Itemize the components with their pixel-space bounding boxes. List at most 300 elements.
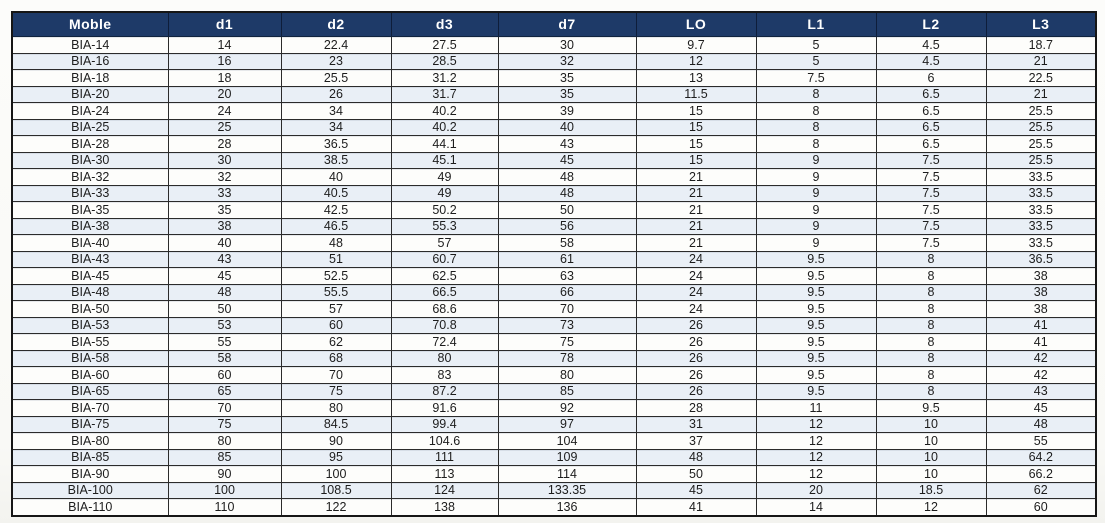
value-cell: 21 bbox=[986, 86, 1096, 103]
table-row bbox=[12, 202, 1096, 219]
value-cell: 24 bbox=[636, 284, 756, 301]
value-cell: 5 bbox=[756, 37, 876, 54]
value-cell: 49 bbox=[391, 185, 498, 202]
table-row bbox=[12, 499, 1096, 516]
value-cell: 6.5 bbox=[876, 86, 986, 103]
table-row bbox=[12, 350, 1096, 367]
value-cell: 9.5 bbox=[756, 334, 876, 351]
model-cell: BIA-53 bbox=[12, 317, 168, 334]
value-cell: 80 bbox=[168, 433, 281, 450]
value-cell: 75 bbox=[281, 383, 391, 400]
value-cell: 15 bbox=[636, 152, 756, 169]
value-cell: 9 bbox=[756, 185, 876, 202]
value-cell: 80 bbox=[391, 350, 498, 367]
value-cell: 64.2 bbox=[986, 449, 1096, 466]
table-row bbox=[12, 53, 1096, 70]
value-cell: 12 bbox=[876, 499, 986, 516]
value-cell: 25.5 bbox=[986, 136, 1096, 153]
value-cell: 57 bbox=[391, 235, 498, 252]
table-row bbox=[12, 367, 1096, 384]
value-cell: 45 bbox=[986, 400, 1096, 417]
value-cell: 55.3 bbox=[391, 218, 498, 235]
model-cell: BIA-85 bbox=[12, 449, 168, 466]
value-cell: 31.7 bbox=[391, 86, 498, 103]
column-header: L2 bbox=[876, 12, 986, 37]
value-cell: 10 bbox=[876, 433, 986, 450]
value-cell: 21 bbox=[636, 202, 756, 219]
value-cell: 25.5 bbox=[986, 119, 1096, 136]
value-cell: 58 bbox=[168, 350, 281, 367]
value-cell: 22.4 bbox=[281, 37, 391, 54]
value-cell: 21 bbox=[636, 185, 756, 202]
value-cell: 7.5 bbox=[876, 152, 986, 169]
value-cell: 34 bbox=[281, 119, 391, 136]
value-cell: 55.5 bbox=[281, 284, 391, 301]
model-cell: BIA-33 bbox=[12, 185, 168, 202]
value-cell: 33.5 bbox=[986, 235, 1096, 252]
value-cell: 60 bbox=[281, 317, 391, 334]
model-cell: BIA-25 bbox=[12, 119, 168, 136]
value-cell: 24 bbox=[636, 251, 756, 268]
value-cell: 45 bbox=[168, 268, 281, 285]
value-cell: 13 bbox=[636, 70, 756, 87]
value-cell: 45 bbox=[498, 152, 636, 169]
value-cell: 109 bbox=[498, 449, 636, 466]
value-cell: 14 bbox=[168, 37, 281, 54]
value-cell: 24 bbox=[636, 301, 756, 318]
value-cell: 38 bbox=[986, 301, 1096, 318]
table-row bbox=[12, 400, 1096, 417]
value-cell: 42 bbox=[986, 367, 1096, 384]
value-cell: 14 bbox=[756, 499, 876, 516]
value-cell: 33.5 bbox=[986, 218, 1096, 235]
model-cell: BIA-32 bbox=[12, 169, 168, 186]
value-cell: 80 bbox=[498, 367, 636, 384]
value-cell: 72.4 bbox=[391, 334, 498, 351]
table-row bbox=[12, 218, 1096, 235]
value-cell: 9.5 bbox=[756, 367, 876, 384]
model-cell: BIA-40 bbox=[12, 235, 168, 252]
table-row bbox=[12, 482, 1096, 499]
value-cell: 9 bbox=[756, 169, 876, 186]
value-cell: 48 bbox=[168, 284, 281, 301]
value-cell: 37 bbox=[636, 433, 756, 450]
model-cell: BIA-50 bbox=[12, 301, 168, 318]
model-cell: BIA-58 bbox=[12, 350, 168, 367]
column-header: d1 bbox=[168, 12, 281, 37]
value-cell: 97 bbox=[498, 416, 636, 433]
model-cell: BIA-28 bbox=[12, 136, 168, 153]
value-cell: 99.4 bbox=[391, 416, 498, 433]
value-cell: 90 bbox=[281, 433, 391, 450]
value-cell: 50 bbox=[168, 301, 281, 318]
table-row bbox=[12, 103, 1096, 120]
model-cell: BIA-20 bbox=[12, 86, 168, 103]
value-cell: 43 bbox=[498, 136, 636, 153]
value-cell: 9 bbox=[756, 235, 876, 252]
value-cell: 39 bbox=[498, 103, 636, 120]
model-cell: BIA-80 bbox=[12, 433, 168, 450]
value-cell: 10 bbox=[876, 416, 986, 433]
value-cell: 35 bbox=[498, 70, 636, 87]
table-row bbox=[12, 251, 1096, 268]
value-cell: 10 bbox=[876, 449, 986, 466]
value-cell: 95 bbox=[281, 449, 391, 466]
value-cell: 4.5 bbox=[876, 37, 986, 54]
value-cell: 56 bbox=[498, 218, 636, 235]
model-cell: BIA-38 bbox=[12, 218, 168, 235]
value-cell: 73 bbox=[498, 317, 636, 334]
value-cell: 50 bbox=[636, 466, 756, 483]
value-cell: 21 bbox=[986, 53, 1096, 70]
value-cell: 66 bbox=[498, 284, 636, 301]
value-cell: 15 bbox=[636, 103, 756, 120]
value-cell: 7.5 bbox=[876, 202, 986, 219]
value-cell: 38 bbox=[986, 268, 1096, 285]
value-cell: 136 bbox=[498, 499, 636, 516]
value-cell: 21 bbox=[636, 235, 756, 252]
value-cell: 108.5 bbox=[281, 482, 391, 499]
table-row bbox=[12, 235, 1096, 252]
model-cell: BIA-55 bbox=[12, 334, 168, 351]
value-cell: 50.2 bbox=[391, 202, 498, 219]
value-cell: 9.5 bbox=[756, 350, 876, 367]
value-cell: 9 bbox=[756, 202, 876, 219]
value-cell: 8 bbox=[876, 251, 986, 268]
value-cell: 57 bbox=[281, 301, 391, 318]
value-cell: 87.2 bbox=[391, 383, 498, 400]
value-cell: 38 bbox=[168, 218, 281, 235]
value-cell: 62.5 bbox=[391, 268, 498, 285]
value-cell: 58 bbox=[498, 235, 636, 252]
value-cell: 31 bbox=[636, 416, 756, 433]
value-cell: 20 bbox=[168, 86, 281, 103]
model-cell: BIA-70 bbox=[12, 400, 168, 417]
value-cell: 78 bbox=[498, 350, 636, 367]
value-cell: 8 bbox=[876, 301, 986, 318]
model-cell: BIA-24 bbox=[12, 103, 168, 120]
model-cell: BIA-43 bbox=[12, 251, 168, 268]
model-cell: BIA-110 bbox=[12, 499, 168, 516]
value-cell: 26 bbox=[281, 86, 391, 103]
value-cell: 16 bbox=[168, 53, 281, 70]
value-cell: 44.1 bbox=[391, 136, 498, 153]
value-cell: 32 bbox=[498, 53, 636, 70]
spec-table bbox=[11, 11, 1097, 517]
value-cell: 9.5 bbox=[756, 301, 876, 318]
value-cell: 18 bbox=[168, 70, 281, 87]
value-cell: 26 bbox=[636, 350, 756, 367]
model-cell: BIA-16 bbox=[12, 53, 168, 70]
value-cell: 100 bbox=[168, 482, 281, 499]
value-cell: 84.5 bbox=[281, 416, 391, 433]
table-row bbox=[12, 152, 1096, 169]
value-cell: 7.5 bbox=[756, 70, 876, 87]
value-cell: 24 bbox=[636, 268, 756, 285]
value-cell: 55 bbox=[986, 433, 1096, 450]
table-row bbox=[12, 334, 1096, 351]
value-cell: 30 bbox=[498, 37, 636, 54]
table-row bbox=[12, 449, 1096, 466]
value-cell: 48 bbox=[498, 185, 636, 202]
value-cell: 33.5 bbox=[986, 202, 1096, 219]
value-cell: 62 bbox=[986, 482, 1096, 499]
value-cell: 45.1 bbox=[391, 152, 498, 169]
value-cell: 91.6 bbox=[391, 400, 498, 417]
table-row bbox=[12, 136, 1096, 153]
table-row bbox=[12, 433, 1096, 450]
value-cell: 35 bbox=[168, 202, 281, 219]
value-cell: 9.5 bbox=[756, 268, 876, 285]
value-cell: 60.7 bbox=[391, 251, 498, 268]
value-cell: 7.5 bbox=[876, 185, 986, 202]
table-row bbox=[12, 86, 1096, 103]
value-cell: 8 bbox=[876, 317, 986, 334]
value-cell: 30 bbox=[168, 152, 281, 169]
value-cell: 21 bbox=[636, 169, 756, 186]
value-cell: 6.5 bbox=[876, 103, 986, 120]
value-cell: 9.5 bbox=[756, 317, 876, 334]
value-cell: 61 bbox=[498, 251, 636, 268]
value-cell: 24 bbox=[168, 103, 281, 120]
value-cell: 53 bbox=[168, 317, 281, 334]
value-cell: 27.5 bbox=[391, 37, 498, 54]
value-cell: 12 bbox=[636, 53, 756, 70]
value-cell: 15 bbox=[636, 136, 756, 153]
value-cell: 85 bbox=[498, 383, 636, 400]
table-row bbox=[12, 317, 1096, 334]
value-cell: 68.6 bbox=[391, 301, 498, 318]
value-cell: 6.5 bbox=[876, 136, 986, 153]
value-cell: 75 bbox=[168, 416, 281, 433]
value-cell: 92 bbox=[498, 400, 636, 417]
value-cell: 100 bbox=[281, 466, 391, 483]
table-row bbox=[12, 37, 1096, 54]
header-row bbox=[12, 12, 1096, 37]
value-cell: 43 bbox=[168, 251, 281, 268]
value-cell: 18.7 bbox=[986, 37, 1096, 54]
value-cell: 11.5 bbox=[636, 86, 756, 103]
value-cell: 70.8 bbox=[391, 317, 498, 334]
value-cell: 33 bbox=[168, 185, 281, 202]
model-cell: BIA-18 bbox=[12, 70, 168, 87]
value-cell: 15 bbox=[636, 119, 756, 136]
value-cell: 8 bbox=[756, 119, 876, 136]
value-cell: 8 bbox=[756, 136, 876, 153]
value-cell: 8 bbox=[876, 367, 986, 384]
column-header: L1 bbox=[756, 12, 876, 37]
value-cell: 48 bbox=[498, 169, 636, 186]
model-cell: BIA-65 bbox=[12, 383, 168, 400]
value-cell: 40 bbox=[498, 119, 636, 136]
value-cell: 70 bbox=[498, 301, 636, 318]
value-cell: 25 bbox=[168, 119, 281, 136]
value-cell: 42 bbox=[986, 350, 1096, 367]
value-cell: 46.5 bbox=[281, 218, 391, 235]
value-cell: 9.7 bbox=[636, 37, 756, 54]
value-cell: 40 bbox=[281, 169, 391, 186]
value-cell: 133.35 bbox=[498, 482, 636, 499]
value-cell: 33.5 bbox=[986, 185, 1096, 202]
value-cell: 8 bbox=[876, 334, 986, 351]
table-row bbox=[12, 383, 1096, 400]
value-cell: 62 bbox=[281, 334, 391, 351]
value-cell: 18.5 bbox=[876, 482, 986, 499]
value-cell: 8 bbox=[876, 284, 986, 301]
value-cell: 49 bbox=[391, 169, 498, 186]
value-cell: 32 bbox=[168, 169, 281, 186]
value-cell: 41 bbox=[986, 334, 1096, 351]
value-cell: 51 bbox=[281, 251, 391, 268]
value-cell: 104.6 bbox=[391, 433, 498, 450]
value-cell: 90 bbox=[168, 466, 281, 483]
value-cell: 12 bbox=[756, 466, 876, 483]
value-cell: 75 bbox=[498, 334, 636, 351]
value-cell: 104 bbox=[498, 433, 636, 450]
value-cell: 60 bbox=[168, 367, 281, 384]
value-cell: 9.5 bbox=[756, 251, 876, 268]
value-cell: 85 bbox=[168, 449, 281, 466]
model-cell: BIA-30 bbox=[12, 152, 168, 169]
value-cell: 7.5 bbox=[876, 218, 986, 235]
value-cell: 10 bbox=[876, 466, 986, 483]
column-header: d7 bbox=[498, 12, 636, 37]
value-cell: 28.5 bbox=[391, 53, 498, 70]
value-cell: 22.5 bbox=[986, 70, 1096, 87]
value-cell: 33.5 bbox=[986, 169, 1096, 186]
value-cell: 36.5 bbox=[986, 251, 1096, 268]
column-header: d3 bbox=[391, 12, 498, 37]
value-cell: 40.2 bbox=[391, 103, 498, 120]
value-cell: 25.5 bbox=[281, 70, 391, 87]
value-cell: 45 bbox=[636, 482, 756, 499]
value-cell: 66.2 bbox=[986, 466, 1096, 483]
value-cell: 80 bbox=[281, 400, 391, 417]
value-cell: 113 bbox=[391, 466, 498, 483]
value-cell: 41 bbox=[986, 317, 1096, 334]
model-cell: BIA-14 bbox=[12, 37, 168, 54]
value-cell: 40.5 bbox=[281, 185, 391, 202]
table-row bbox=[12, 119, 1096, 136]
value-cell: 68 bbox=[281, 350, 391, 367]
value-cell: 23 bbox=[281, 53, 391, 70]
value-cell: 38.5 bbox=[281, 152, 391, 169]
table-row bbox=[12, 416, 1096, 433]
value-cell: 9.5 bbox=[756, 383, 876, 400]
value-cell: 55 bbox=[168, 334, 281, 351]
value-cell: 7.5 bbox=[876, 169, 986, 186]
value-cell: 48 bbox=[986, 416, 1096, 433]
value-cell: 20 bbox=[756, 482, 876, 499]
value-cell: 122 bbox=[281, 499, 391, 516]
value-cell: 36.5 bbox=[281, 136, 391, 153]
value-cell: 43 bbox=[986, 383, 1096, 400]
value-cell: 70 bbox=[281, 367, 391, 384]
value-cell: 8 bbox=[756, 103, 876, 120]
value-cell: 138 bbox=[391, 499, 498, 516]
value-cell: 35 bbox=[498, 86, 636, 103]
value-cell: 4.5 bbox=[876, 53, 986, 70]
value-cell: 9 bbox=[756, 218, 876, 235]
model-cell: BIA-75 bbox=[12, 416, 168, 433]
value-cell: 60 bbox=[986, 499, 1096, 516]
value-cell: 12 bbox=[756, 433, 876, 450]
value-cell: 41 bbox=[636, 499, 756, 516]
value-cell: 40 bbox=[168, 235, 281, 252]
value-cell: 12 bbox=[756, 449, 876, 466]
model-cell: BIA-60 bbox=[12, 367, 168, 384]
value-cell: 124 bbox=[391, 482, 498, 499]
value-cell: 26 bbox=[636, 367, 756, 384]
value-cell: 63 bbox=[498, 268, 636, 285]
value-cell: 70 bbox=[168, 400, 281, 417]
value-cell: 111 bbox=[391, 449, 498, 466]
value-cell: 6 bbox=[876, 70, 986, 87]
table-row bbox=[12, 301, 1096, 318]
value-cell: 42.5 bbox=[281, 202, 391, 219]
value-cell: 38 bbox=[986, 284, 1096, 301]
value-cell: 9 bbox=[756, 152, 876, 169]
model-cell: BIA-90 bbox=[12, 466, 168, 483]
value-cell: 114 bbox=[498, 466, 636, 483]
table-row bbox=[12, 169, 1096, 186]
value-cell: 28 bbox=[168, 136, 281, 153]
value-cell: 28 bbox=[636, 400, 756, 417]
value-cell: 8 bbox=[756, 86, 876, 103]
table-row bbox=[12, 70, 1096, 87]
table-row bbox=[12, 284, 1096, 301]
value-cell: 21 bbox=[636, 218, 756, 235]
value-cell: 25.5 bbox=[986, 103, 1096, 120]
value-cell: 40.2 bbox=[391, 119, 498, 136]
model-cell: BIA-35 bbox=[12, 202, 168, 219]
value-cell: 8 bbox=[876, 350, 986, 367]
value-cell: 12 bbox=[756, 416, 876, 433]
value-cell: 7.5 bbox=[876, 235, 986, 252]
table-row bbox=[12, 185, 1096, 202]
table-row bbox=[12, 466, 1096, 483]
table-row bbox=[12, 268, 1096, 285]
value-cell: 110 bbox=[168, 499, 281, 516]
model-cell: BIA-100 bbox=[12, 482, 168, 499]
value-cell: 26 bbox=[636, 383, 756, 400]
value-cell: 11 bbox=[756, 400, 876, 417]
value-cell: 50 bbox=[498, 202, 636, 219]
value-cell: 52.5 bbox=[281, 268, 391, 285]
value-cell: 26 bbox=[636, 317, 756, 334]
table-body bbox=[12, 37, 1096, 516]
column-header: Moble bbox=[12, 12, 168, 37]
column-header: LO bbox=[636, 12, 756, 37]
value-cell: 6.5 bbox=[876, 119, 986, 136]
value-cell: 5 bbox=[756, 53, 876, 70]
value-cell: 83 bbox=[391, 367, 498, 384]
value-cell: 25.5 bbox=[986, 152, 1096, 169]
value-cell: 9.5 bbox=[756, 284, 876, 301]
value-cell: 48 bbox=[636, 449, 756, 466]
model-cell: BIA-45 bbox=[12, 268, 168, 285]
value-cell: 31.2 bbox=[391, 70, 498, 87]
value-cell: 48 bbox=[281, 235, 391, 252]
value-cell: 26 bbox=[636, 334, 756, 351]
table-header bbox=[12, 12, 1096, 37]
value-cell: 8 bbox=[876, 383, 986, 400]
value-cell: 65 bbox=[168, 383, 281, 400]
value-cell: 9.5 bbox=[876, 400, 986, 417]
value-cell: 34 bbox=[281, 103, 391, 120]
value-cell: 66.5 bbox=[391, 284, 498, 301]
column-header: L3 bbox=[986, 12, 1096, 37]
